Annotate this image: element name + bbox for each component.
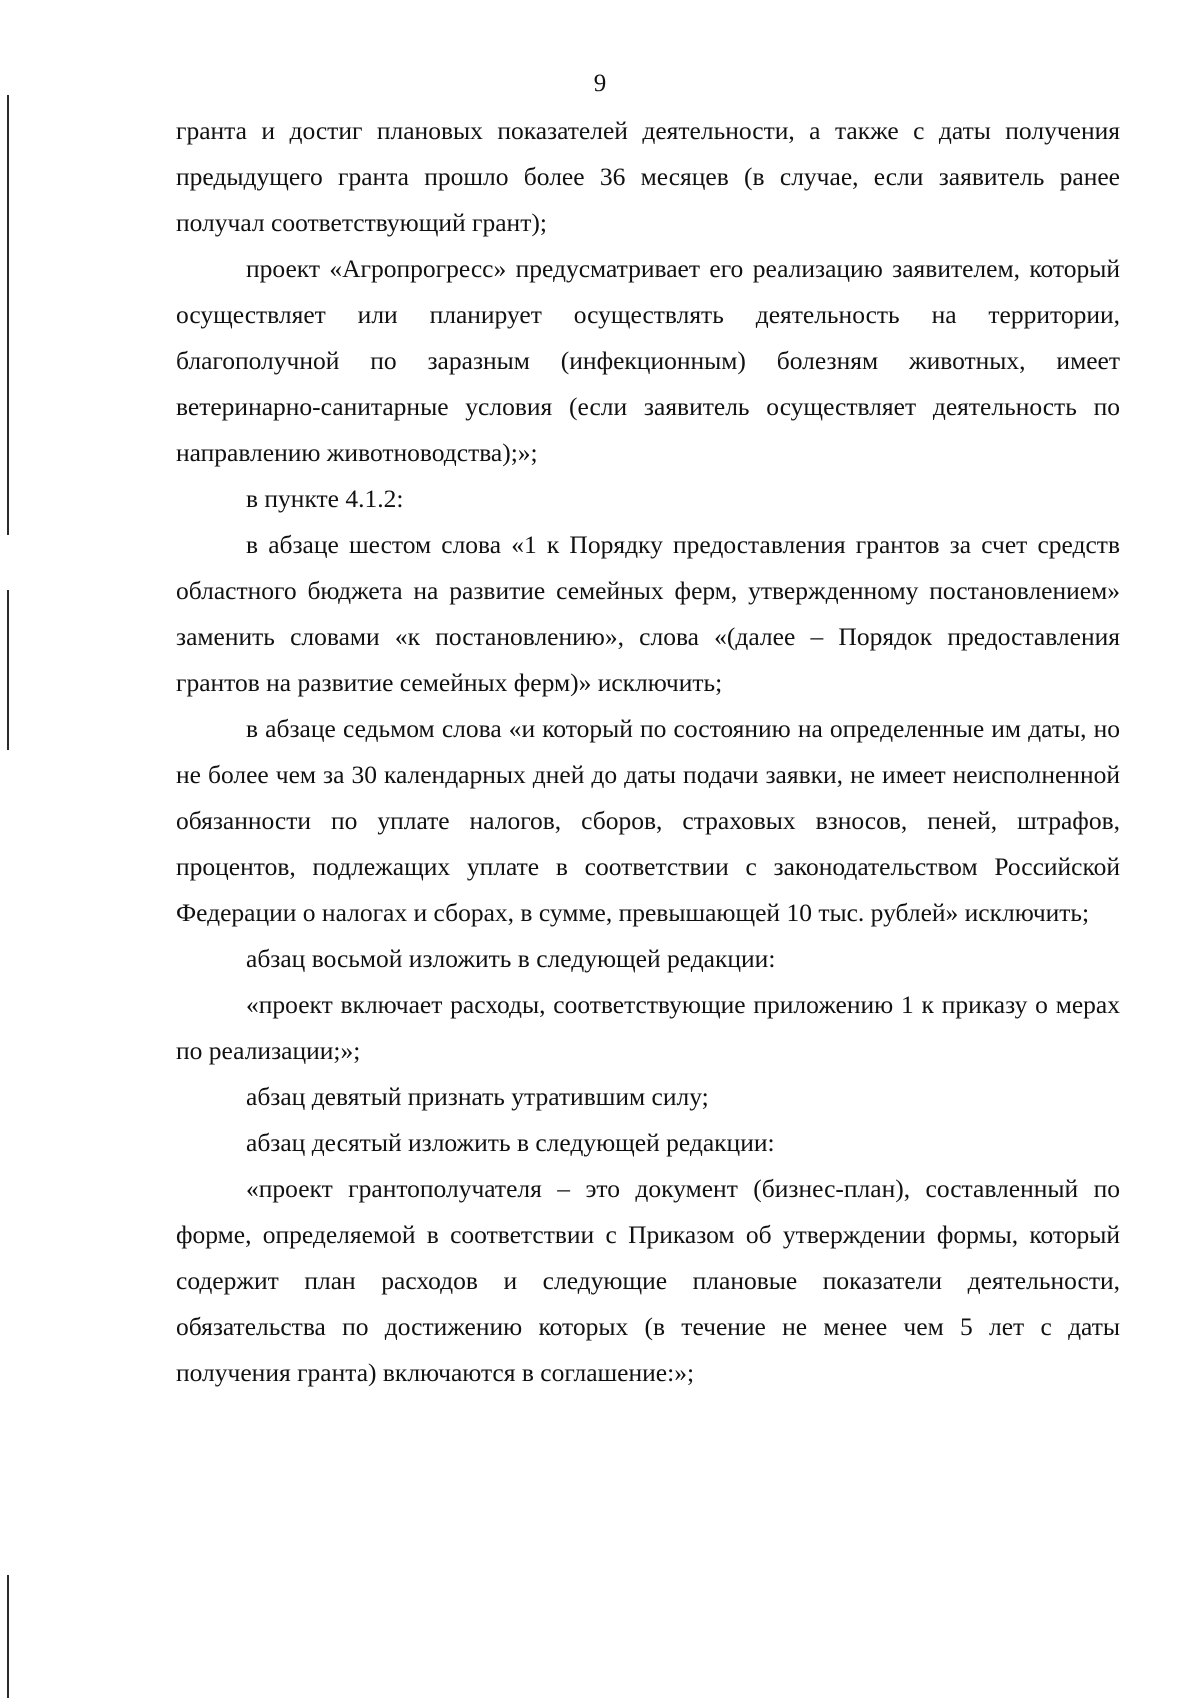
page-number: 9 [593,70,607,97]
scan-edge-line-middle [7,590,9,750]
paragraph-eighth-subclause-text: «проект включает расходы, соответствующие приложению 1 к приказу о мерах по реализации;»; [176,990,1120,1065]
paragraph-tenth-subclause-intro: абзац десятый изложить в следующей редакции: [246,1128,775,1157]
scan-edge-line-bottom [7,1575,9,1698]
paragraph-seventh-subclause: в абзаце седьмом слова «и который по состоянию на определенные им даты, но не более чем за 30 календарных дней до даты подачи заявки, не имеет неисполненной обязанности по уплате налогов, сборов, страховых взносов, пеней, штрафов, процентов, подлежащих уплате в соответствии с законодательством Российской Федерации о налогах и сборах, в сумме, превышающей 10 тыс. рублей» исключить; [176,714,1120,927]
paragraph-continuation: гранта и достиг плановых показателей деятельности, а также с даты получения предыдущего гранта прошло более 36 месяцев (в случае, если заявитель ранее получал соответствующий грант); [176,116,1120,237]
paragraph-ninth-subclause: абзац девятый признать утратившим силу; [246,1082,709,1111]
paragraph-clause-4-1-2: в пункте 4.1.2: [246,484,404,513]
paragraph-agroprogress-project: проект «Агропрогресс» предусматривает его реализацию заявителем, который осуществляет или планирует осуществлять деятельность на территории, благополучной по заразным (инфекционным) болезням животных, имеет ветеринарно-санитарные условия (если заявитель осуществляет деятельность по направлению животноводства);»; [176,254,1120,467]
paragraph-sixth-subclause: в абзаце шестом слова «1 к Порядку предоставления грантов за счет средств областного бюджета на развитие семейных ферм, утвержденному постановлением» заменить словами «к постановлению», слова «(далее – Порядок предоставления грантов на развитие семейных ферм)» исключить; [176,530,1120,697]
paragraph-eighth-subclause-intro: абзац восьмой изложить в следующей редакции: [246,944,776,973]
scan-edge-line-top [7,95,9,535]
document-body [176,108,1120,1396]
paragraph-tenth-subclause-text: «проект грантополучателя – это документ (бизнес-план), составленный по форме, определяемой в соответствии с Приказом об утверждении формы, который содержит план расходов и следующие плановые показатели деятельности, обязательства по достижению которых (в течение не менее чем 5 лет с даты получения гранта) включаются в соглашение:»; [176,1174,1120,1387]
